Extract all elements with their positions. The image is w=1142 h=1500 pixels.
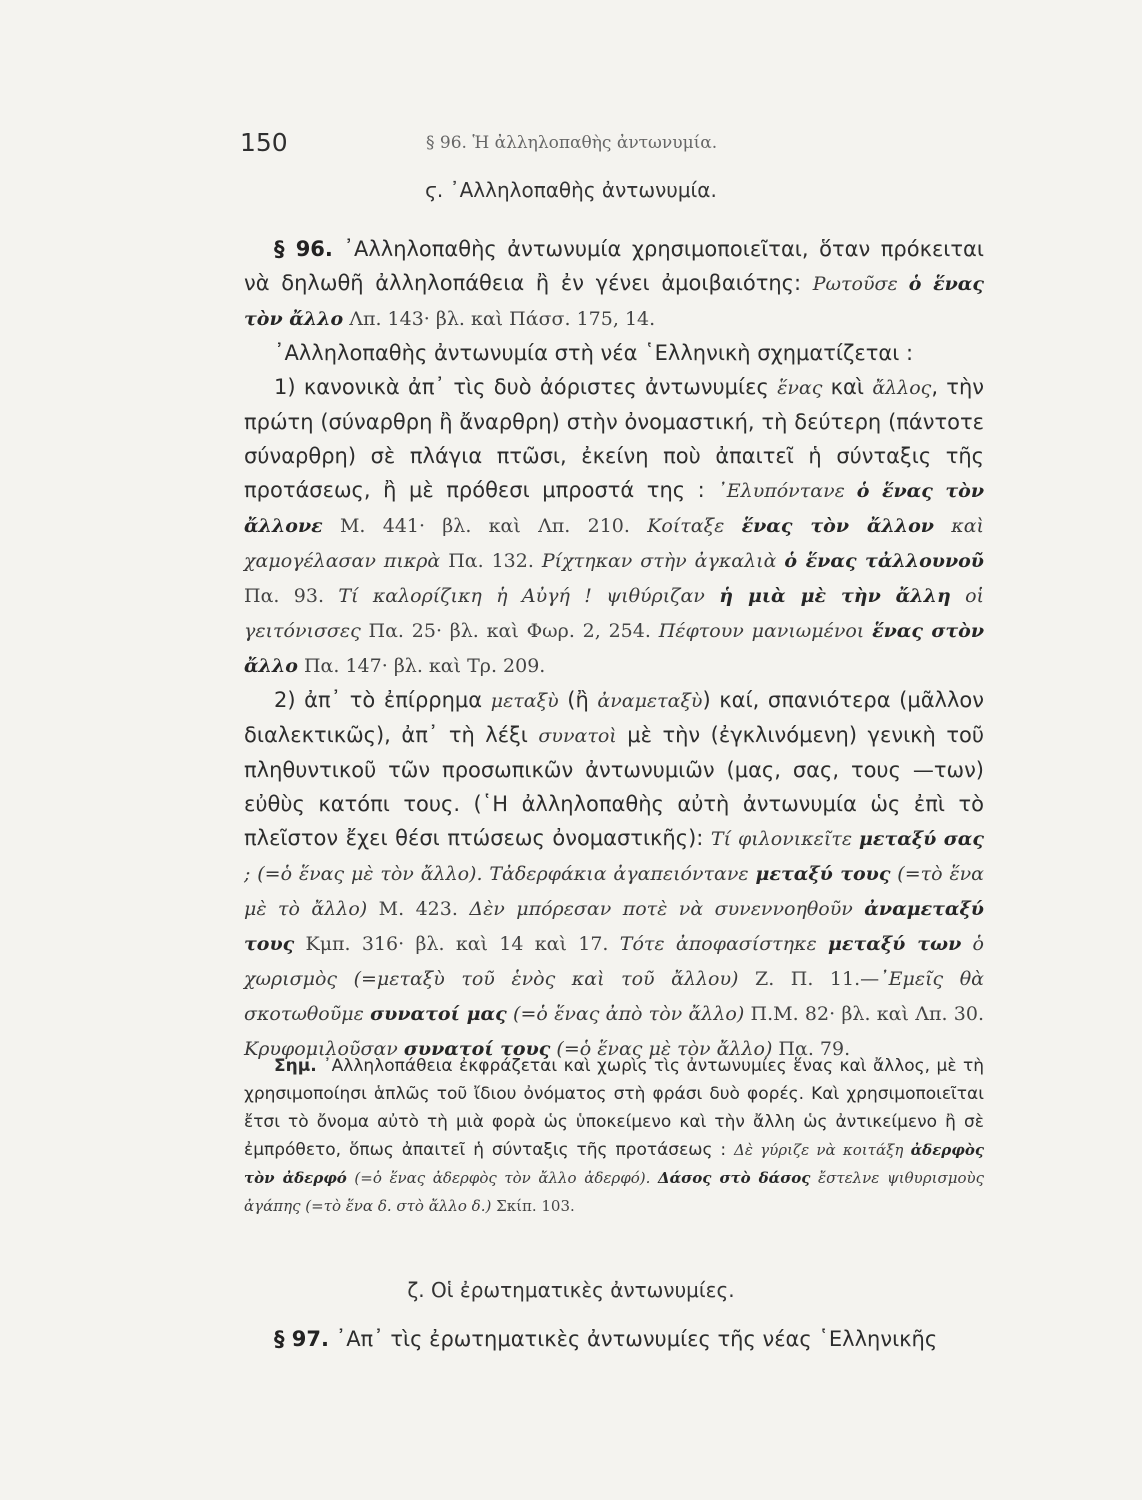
section-title: ϛ. ᾿Αλληλοπαθὴς ἀντωνυμία. xyxy=(425,178,717,202)
paragraph-97-block xyxy=(244,1322,984,1356)
paragraph-rule-2: 2) ἀπ᾿ τὸ ἐπίρρημα μεταξὺ (ἢ ἀναμεταξὺ) καί, σπανιότερα (μᾶλλον διαλεκτικῶς), ἀπ᾿ τὴ λέξι συνατοὶ μὲ τὴν (ἐγκλινόμενη) γενικὴ τοῦ πληθυντικοῦ τῶν προσωπικῶν ἀντωνυμιῶν (μας, σας, τους —των) εὐθὺς κατόπι τους. (῾Η ἀλληλοπαθὴς αὐτὴ ἀντωνυμία ὡς ἐπὶ τὸ πλεῖστον ἔχει θέσι πτώσεως ὀνομαστικῆς): Τί φιλονικεῖτε μεταξύ σας ; (=ὁ ἕνας μὲ τὸν ἄλλο). Τἀδερφάκια ἀγαπειόντανε μεταξύ τους (=τὸ ἕνα μὲ τὸ ἄλλο) Μ. 423. Δὲν μπόρεσαν ποτὲ νὰ συνεννοηθοῦν ἀναμεταξύ τους Κμπ. 316· βλ. καὶ 14 καὶ 17. Τότε ἀποφασίστηκε μεταξύ των ὁ χωρισμὸς (=μεταξὺ τοῦ ἑνὸς καὶ τοῦ ἄλλου) Ζ. Π. 11.—᾿Εμεῖς θὰ σκοτωθοῦμε συνατοί μας (=ὁ ἕνας ἀπὸ τὸν ἄλλο) Π.Μ. 82· βλ. καὶ Λπ. 30. Κρυφομιλοῦσαν συνατοί τους (=ὁ ἕνας μὲ τὸν ἄλλο) Πα. 79. xyxy=(244,688,985,1060)
paragraph-formation: ᾿Αλληλοπαθὴς ἀντωνυμία στὴ νέα ῾Ελληνικὴ σχηματίζεται : xyxy=(274,341,914,365)
note-block xyxy=(244,1052,984,1220)
section-title-interrogative: ζ. Οἱ ἐρωτηματικὲς ἀντωνυμίες. xyxy=(407,1278,735,1302)
page-number: 150 xyxy=(240,128,288,157)
note-label: Σημ. xyxy=(274,1056,317,1076)
page-header xyxy=(240,128,900,164)
paragraph-97: § 97. ᾿Απ᾿ τὶς ἐρωτηματικὲς ἀντωνυμίες τῆς νέας ῾Ελληνικῆς xyxy=(274,1327,938,1351)
paragraph-96: § 96. ᾿Αλληλοπαθὴς ἀντωνυμία χρησιμοποιεῖται, ὅταν πρόκειται νὰ δηλωθῆ ἀλληλοπάθεια ἢ ἐν γένει ἀμοιβαιότης: Ρωτοῦσε ὁ ἕνας τὸν ἄλλο Λπ. 143· βλ. καὶ Πάσσ. 175, 14. xyxy=(244,237,985,330)
paragraph-number-97: § 97. xyxy=(274,1327,330,1351)
running-title: § 96. Ἡ ἀλληλοπαθὴς ἀντωνυμία. xyxy=(426,133,718,153)
paragraph-rule-1: 1) κανονικὰ ἀπ᾿ τὶς δυὸ ἀόριστες ἀντωνυμίες ἕνας καὶ ἄλλος, τὴν πρώτη (σύναρθρη ἢ ἄναρθρη) στὴν ὀνομαστική, τὴ δεύτερη (πάντοτε σύναρθρη) σὲ πλάγια πτῶσι, ἐκείνη ποὺ ἀπαιτεῖ ἡ σύνταξις τῆς προτάσεως, ἢ μὲ πρόθεσι μπροστά της : ᾿Ελυπόντανε ὁ ἕνας τὸν ἄλλονε Μ. 441· βλ. καὶ Λπ. 210. Κοίταξε ἕνας τὸν ἄλλον καὶ χαμογέλασαν πικρὰ Πα. 132. Ρίχτηκαν στὴν ἀγκαλιὰ ὁ ἕνας τἀλλουνοῦ Πα. 93. Τί καλορίζικη ἡ Αὐγή ! ψιθύριζαν ἡ μιὰ μὲ τὴν ἄλλη οἱ γειτόνισσες Πα. 25· βλ. καὶ Φωρ. 2, 254. Πέφτουν μανιωμένοι ἕνας στὸν ἄλλο Πα. 147· βλ. καὶ Τρ. 209. xyxy=(244,375,985,677)
paragraph-number: § 96. xyxy=(274,237,333,261)
note-paragraph: Σημ. ᾿Αλληλοπάθεια ἐκφράζεται καὶ χωρὶς τὶς ἀντωνυμίες ἕνας καὶ ἄλλος, μὲ τὴ χρησιμοποίησι ἁπλῶς τοῦ ἴδιου ὀνόματος στὴ φράσι δυὸ φορές. Καὶ χρησιμοποιεῖται ἔτσι τὸ ὄνομα αὐτὸ τὴ μιὰ φορὰ ὡς ὑποκείμενο καὶ τὴν ἄλλη ὡς ἀντικείμενο ἢ σὲ ἐμπρόθετο, ὅπως ἀπαιτεῖ ἡ σύνταξις τῆς προτάσεως : Δὲ γύριζε νὰ κοιτάξη ἀδερφὸς τὸν ἀδερφό (=ὁ ἕνας ἀδερφὸς τὸν ἄλλο ἀδερφό). Δάσος στὸ δάσος ἔστελνε ψιθυρισμοὺς ἀγάπης (=τὸ ἕνα δ. στὸ ἄλλο δ.) Σκίπ. 103. xyxy=(244,1056,984,1215)
main-text xyxy=(244,232,984,1066)
